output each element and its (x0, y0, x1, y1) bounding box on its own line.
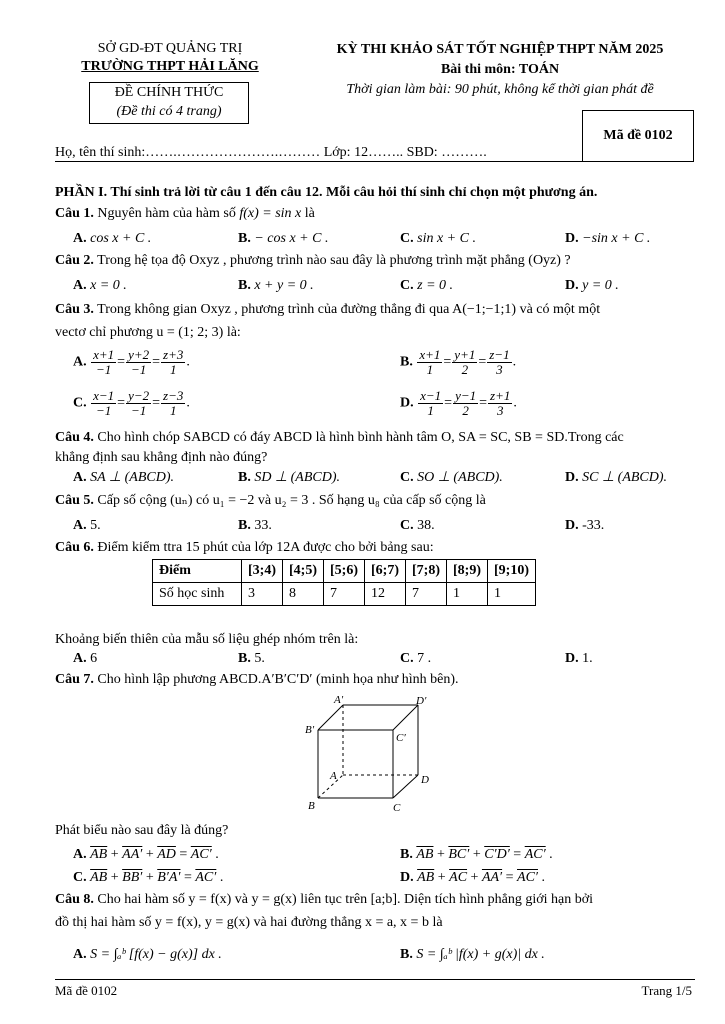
q5-option-b[interactable]: B. 33. (238, 518, 272, 533)
table-cell: [6;7) (365, 560, 406, 583)
q1-option-d[interactable]: D. −sin x + C . (565, 231, 651, 246)
q1-option-c[interactable]: C. sin x + C . (400, 231, 476, 246)
label-b: B (308, 800, 315, 812)
q7-label: Câu 7. (55, 672, 94, 687)
q1-option-b[interactable]: B. − cos x + C . (238, 231, 329, 246)
label-d: D (421, 774, 429, 786)
q1-option-a[interactable]: A. cos x + C . (73, 231, 152, 246)
q7-option-b[interactable]: B. $\overline{AB} + BC' + C'D' = AC'$ . (400, 847, 553, 862)
q3-label: Câu 3. (55, 302, 94, 317)
table-cell: 7 (406, 583, 447, 606)
duration: Thời gian làm bài: 90 phút, không kể thời gian phát đề (346, 82, 654, 97)
exam-code-box: Mã đề 0102 (582, 110, 694, 162)
label-c: C (393, 802, 401, 814)
label-c-prime: C′ (396, 732, 406, 744)
question-7 (55, 671, 695, 689)
q2-option-a[interactable]: A. x = 0 . (73, 278, 127, 293)
q7-question: Phát biểu nào sau đây là đúng? (55, 823, 229, 838)
table-cell: [8;9) (447, 560, 488, 583)
table-cell: 12 (365, 583, 406, 606)
table-cell: 7 (324, 583, 365, 606)
score-table (152, 559, 536, 606)
question-4 (55, 429, 695, 447)
q7-text: Cho hình lập phương ABCD.A′B′C′D′ (minh họa như hình bên). (97, 672, 459, 687)
q4-option-d[interactable]: D. SC ⊥ (ABCD). (565, 470, 668, 485)
header-divider (55, 161, 582, 162)
table-cell: 8 (283, 583, 324, 606)
q8-option-b[interactable]: B. S = ∫ₐᵇ |f(x) + g(x)| dx . (400, 947, 545, 962)
q7-option-a[interactable]: A. $\overline{AB} + AA' + \overline{AD} = AC'$ . (73, 847, 219, 862)
q2-text: Trong hệ tọa độ Oxyz , phương trình nào sau đây là phương trình mặt phẳng (Oyz) ? (97, 253, 571, 268)
official-label: ĐỀ CHÍNH THỨC (114, 85, 224, 100)
q2-option-c[interactable]: C. z = 0 . (400, 278, 454, 293)
q8-option-a[interactable]: A. S = ∫ₐᵇ [f(x) − g(x)] dx . (73, 947, 222, 962)
question-5 (55, 492, 695, 510)
q1-func: f(x) = sin x (239, 206, 302, 221)
footer-code: Mã đề 0102 (55, 983, 118, 998)
table-cell: 3 (242, 583, 283, 606)
q6-option-d[interactable]: D. 1. (565, 651, 593, 666)
q3-option-b[interactable]: B. $\frac{x+1}{1}$ = $\frac{y+1}{2}$ = $\frac{z-1}{3}$ . (400, 347, 517, 377)
question-6 (55, 539, 695, 557)
q6-text: Điểm kiểm ttra 15 phút của lớp 12A được cho bởi bảng sau: (97, 540, 434, 555)
table-head-score: Điểm (153, 560, 242, 583)
q5-text: Cấp số cộng (uₙ) có u₁ = −2 và u₂ = 3 . Số hạng u₈ của cấp số cộng là (97, 493, 486, 508)
q2-label: Câu 2. (55, 253, 94, 268)
q4-option-b[interactable]: B. SD ⊥ (ABCD). (238, 470, 341, 485)
q4-label: Câu 4. (55, 430, 94, 445)
q4-option-c[interactable]: C. SO ⊥ (ABCD). (400, 470, 503, 485)
q2-option-b[interactable]: B. x + y = 0 . (238, 278, 314, 293)
student-info-line: Họ, tên thí sinh:…….………………….……… Lớp: 12…….. SBD: ………. (55, 145, 487, 160)
q7-option-c[interactable]: C. $\overline{AB} + BB' + B'A' = AC'$ . (73, 870, 224, 885)
q8-text2: đồ thị hai hàm số y = f(x), y = g(x) và hai đường thẳng x = a, x = b là (55, 915, 443, 930)
q3-text1: Trong không gian Oxyz , phương trình của đường thẳng đi qua A(−1;−1;1) và có một một (97, 302, 601, 317)
q5-label: Câu 5. (55, 493, 94, 508)
q8-text1: Cho hai hàm số y = f(x) và y = g(x) liên tục trên [a;b]. Diện tích hình phẳng giới hạn bởi (97, 892, 594, 907)
header-right (300, 40, 700, 100)
q6-option-a[interactable]: A. 6 (73, 651, 98, 666)
table-cell: [9;10) (488, 560, 536, 583)
q6-option-b[interactable]: B. 5. (238, 651, 265, 666)
department: SỞ GD-ĐT QUẢNG TRỊ (97, 41, 243, 56)
footer-page: Trang 1/5 (641, 983, 692, 998)
q7-option-d[interactable]: D. $\overline{AB} + \overline{AC} + AA' = AC'$ . (400, 870, 545, 885)
table-head-students: Số học sinh (153, 583, 242, 606)
exam-title: KỲ THI KHẢO SÁT TỐT NGHIỆP THPT NĂM 2025 (336, 42, 664, 57)
q4-text1: Cho hình chóp SABCD có đáy ABCD là hình bình hành tâm O, SA = SC, SB = SD.Trong các (97, 430, 624, 445)
official-box (89, 82, 249, 124)
q5-option-c[interactable]: C. 38. (400, 518, 435, 533)
q4-text2: khẳng định sau khẳng định nào đúng? (55, 450, 268, 465)
q5-option-a[interactable]: A. 5. (73, 518, 101, 533)
question-3 (55, 301, 695, 319)
table-cell: [5;6) (324, 560, 365, 583)
school-name: TRƯỜNG THPT HẢI LĂNG (81, 59, 259, 74)
question-2 (55, 252, 695, 270)
table-row (153, 560, 536, 583)
table-cell: [4;5) (283, 560, 324, 583)
subject: Bài thi môn: TOÁN (440, 62, 560, 77)
q4-option-a[interactable]: A. SA ⊥ (ABCD). (73, 470, 174, 485)
q5-option-d[interactable]: D. -33. (565, 518, 605, 533)
footer-divider (55, 979, 695, 980)
table-row (153, 583, 536, 606)
q3-option-c[interactable]: C. $\frac{x-1}{-1}$ = $\frac{y-2}{-1}$ = $\frac{z-3}{1}$ . (73, 388, 190, 418)
label-d-prime: D′ (416, 695, 427, 707)
label-a-prime: A′ (334, 694, 344, 706)
q3-option-a[interactable]: A. $\frac{x+1}{-1}$ = $\frac{y+2}{-1}$ = $\frac{z+3}{1}$ . (73, 347, 190, 377)
label-a: A (330, 770, 337, 782)
pages-note: (Đề thi có 4 trang) (116, 104, 222, 119)
header-left (55, 40, 285, 76)
q6-question: Khoảng biến thiên của mẫu số liệu ghép nhóm trên là: (55, 632, 359, 647)
question-1 (55, 205, 695, 223)
table-cell: [3;4) (242, 560, 283, 583)
label-b-prime: B′ (305, 724, 315, 736)
table-cell: [7;8) (406, 560, 447, 583)
q6-label: Câu 6. (55, 540, 94, 555)
question-8 (55, 891, 695, 909)
q8-label: Câu 8. (55, 892, 94, 907)
q2-option-d[interactable]: D. y = 0 . (565, 278, 619, 293)
q1-label: Câu 1. (55, 206, 94, 221)
q3-text2: vectơ chỉ phương u = (1; 2; 3) là: (55, 325, 241, 340)
cube-figure (300, 693, 440, 818)
q3-option-d[interactable]: D. $\frac{x-1}{1}$ = $\frac{y-1}{2}$ = $\frac{z+1}{3}$ . (400, 388, 517, 418)
q1-tail: là (304, 206, 315, 221)
table-cell: 1 (447, 583, 488, 606)
q1-text: Nguyên hàm của hàm số (97, 206, 236, 221)
part1-title: PHẦN I. Thí sinh trả lời từ câu 1 đến câu 12. Mỗi câu hỏi thí sinh chỉ chọn một phương án. (55, 185, 598, 200)
table-cell: 1 (488, 583, 536, 606)
q6-option-c[interactable]: C. 7 . (400, 651, 432, 666)
